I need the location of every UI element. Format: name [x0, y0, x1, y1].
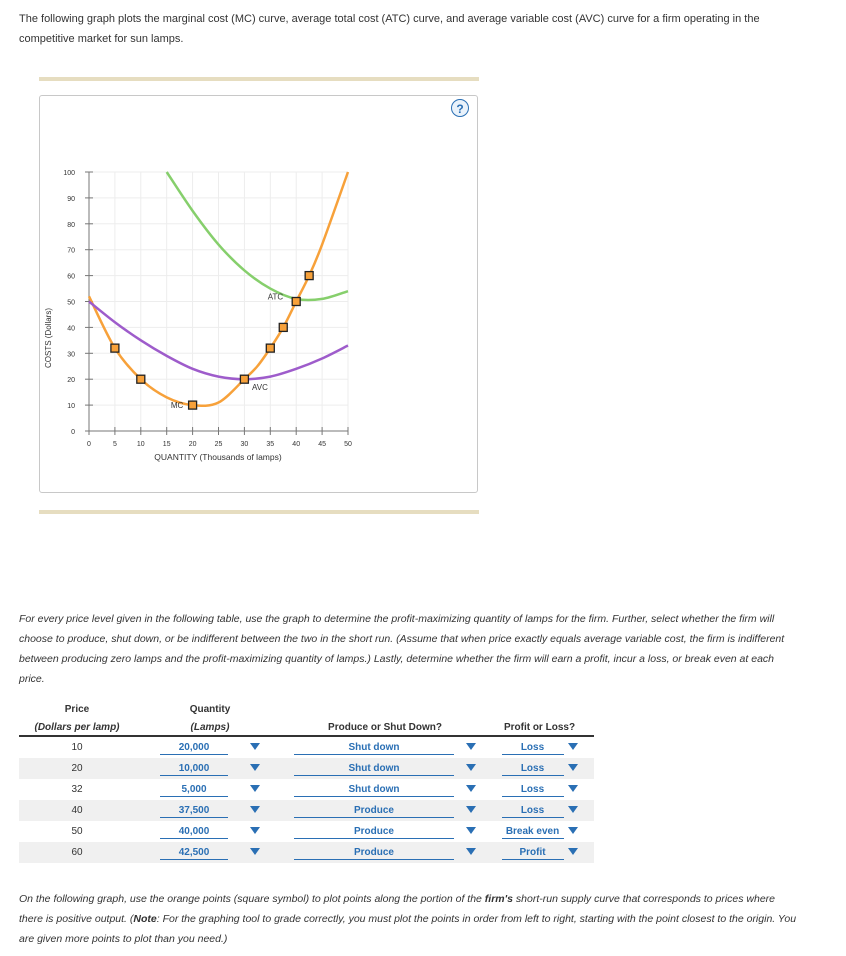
x-tick-label: 50: [344, 441, 352, 448]
price-cell: 32: [71, 784, 83, 795]
price-table: [19, 697, 594, 863]
profit-dropdown[interactable]: [485, 842, 594, 863]
chart-grid: [89, 172, 348, 431]
produce-dropdown[interactable]: [285, 758, 485, 779]
produce-value: Shut down: [294, 783, 454, 797]
dropdown-arrow-icon: [568, 806, 578, 813]
y-tick-label: 100: [63, 170, 75, 177]
dropdown-arrow-icon: [250, 827, 260, 834]
price-subheader: (Dollars per lamp): [19, 715, 135, 736]
graph-instructions-bold: firm's: [484, 893, 513, 905]
table-instructions: For every price level given in the following table, use the graph to determine the profit-maximizing quantity of lamps for the firm. Further, select whether the firm will choose to produce, shut down, or be indifferent between the two in the short run. (Assume that when price exactly equals average variable cost, the firm is indifferent between producing zero lamps and the profit-maximizing quantity of lamps.) Lastly, determine whether the firm will earn a profit, incur a loss, or break even at each price.: [19, 613, 785, 685]
quantity-dropdown[interactable]: [135, 821, 285, 842]
orange-square-point: [111, 344, 119, 352]
y-tick-label: 60: [67, 273, 75, 281]
orange-square-point: [240, 375, 248, 383]
x-tick-label: 5: [112, 441, 117, 448]
dropdown-arrow-icon: [250, 848, 260, 855]
table-row: [19, 800, 594, 821]
produce-header: Produce or Shut Down?: [285, 715, 485, 736]
x-tick-label: 30: [240, 441, 249, 448]
price-cell: 50: [71, 826, 83, 837]
produce-value: Produce: [294, 804, 454, 818]
dropdown-arrow-icon: [568, 848, 578, 855]
produce-value: Produce: [294, 825, 454, 839]
dropdown-arrow-icon: [250, 806, 260, 813]
dropdown-arrow-icon: [466, 848, 476, 855]
y-tick-label: 80: [67, 221, 75, 229]
dropdown-arrow-icon: [568, 785, 578, 792]
orange-square-point: [305, 272, 313, 280]
produce-value: Shut down: [294, 741, 454, 755]
orange-square-point: [279, 323, 287, 331]
quantity-dropdown[interactable]: [135, 842, 285, 863]
table-row: [19, 736, 594, 758]
x-axis-label: QUANTITY (Thousands of lamps): [154, 452, 282, 462]
curve-label-mc: MC: [170, 401, 184, 411]
quantity-value: 42,500: [160, 846, 228, 860]
x-tick-label: 15: [162, 441, 171, 448]
dropdown-arrow-icon: [466, 806, 476, 813]
profit-dropdown[interactable]: [485, 821, 594, 842]
y-tick-label: 20: [67, 377, 75, 385]
x-tick-label: 20: [188, 441, 197, 448]
profit-header: Profit or Loss?: [485, 715, 594, 736]
price-cell: 20: [19, 758, 135, 779]
profit-dropdown[interactable]: [485, 758, 594, 779]
table-row: [19, 842, 594, 863]
table-row: [19, 779, 594, 800]
table-row: [19, 758, 594, 779]
produce-dropdown[interactable]: [285, 779, 485, 800]
y-tick-label: 40: [67, 325, 75, 333]
produce-dropdown[interactable]: [285, 736, 485, 758]
graph-instructions-part2: short-run supply curve that corresponds to prices where there is positive output. (: [19, 893, 776, 925]
price-cell: 60: [19, 842, 135, 863]
dropdown-arrow-icon: [250, 764, 260, 771]
dropdown-arrow-icon: [466, 827, 476, 834]
orange-square-point: [292, 298, 300, 306]
produce-value: Shut down: [294, 762, 454, 776]
quantity-value: 37,500: [160, 804, 228, 818]
price-cell: 10: [71, 742, 83, 753]
profit-dropdown[interactable]: [485, 736, 594, 758]
price-header: Price: [64, 704, 90, 715]
quantity-value: 5,000: [160, 783, 228, 797]
x-tick-label: 0: [87, 441, 91, 448]
dropdown-arrow-icon: [250, 785, 260, 792]
help-button[interactable]: ?: [451, 99, 469, 117]
profit-dropdown[interactable]: [485, 800, 594, 821]
dropdown-arrow-icon: [250, 743, 260, 750]
graph-instructions: [19, 889, 799, 949]
curve-label-atc: ATC: [267, 292, 284, 302]
dropdown-arrow-icon: [568, 764, 578, 771]
x-tick-label: 25: [214, 441, 223, 448]
profit-dropdown[interactable]: [485, 779, 594, 800]
profit-value: Break even: [502, 825, 564, 839]
produce-value: Produce: [294, 846, 454, 860]
x-tick-label: 45: [318, 441, 326, 448]
intro-text: The following graph plots the marginal cost (MC) curve, average total cost (ATC) curve, and average variable cost (AVC) curve for a firm operating in the competitive market for sun lamps.: [19, 13, 760, 45]
quantity-header: Quantity: [189, 704, 231, 715]
quantity-dropdown[interactable]: [135, 736, 285, 758]
produce-dropdown[interactable]: [285, 842, 485, 863]
y-tick-label: 30: [67, 351, 75, 359]
orange-square-point: [189, 401, 197, 409]
y-tick-label: 90: [67, 195, 75, 203]
bottom-divider: [39, 510, 479, 514]
graph-instructions-note: Note: [133, 913, 157, 925]
y-tick-label: 10: [67, 403, 75, 411]
orange-square-point: [137, 375, 145, 383]
quantity-dropdown[interactable]: [135, 758, 285, 779]
y-tick-label: 70: [67, 247, 75, 255]
graph-instructions-part3: : For the graphing tool to grade correctly, you must plot the points in order from left to right, starting with the point closest to the origin. You are given more points to plot than you need.): [19, 913, 797, 945]
dropdown-arrow-icon: [568, 743, 578, 750]
top-divider: [39, 77, 479, 81]
dropdown-arrow-icon: [568, 827, 578, 834]
curve-label-avc: AVC: [252, 382, 268, 392]
y-tick-label: 50: [67, 299, 75, 307]
dropdown-arrow-icon: [466, 785, 476, 792]
y-tick-label: 0: [71, 429, 75, 436]
x-tick-label: 35: [266, 441, 275, 448]
dropdown-arrow-icon: [466, 743, 476, 750]
orange-square-point: [266, 344, 274, 352]
quantity-value: 40,000: [160, 825, 228, 839]
graph-instructions-part1: On the following graph, use the orange points (square symbol) to plot points along the portion of the: [19, 893, 485, 905]
quantity-subheader: (Lamps): [135, 715, 285, 736]
dropdown-arrow-icon: [466, 764, 476, 771]
quantity-dropdown[interactable]: [135, 800, 285, 821]
x-tick-label: 40: [292, 441, 301, 448]
produce-dropdown[interactable]: [285, 821, 485, 842]
profit-value: Profit: [502, 846, 564, 860]
profit-value: Loss: [502, 804, 564, 818]
atc-curve: [167, 172, 348, 300]
quantity-value: 20,000: [160, 741, 228, 755]
profit-value: Loss: [502, 741, 564, 755]
y-axis-label: COSTS (Dollars): [44, 307, 53, 369]
cost-chart[interactable]: [39, 95, 478, 493]
table-row: [19, 821, 594, 842]
x-tick-label: 10: [136, 441, 145, 448]
profit-value: Loss: [502, 762, 564, 776]
produce-dropdown[interactable]: [285, 800, 485, 821]
price-cell: 40: [19, 800, 135, 821]
quantity-value: 10,000: [160, 762, 228, 776]
quantity-dropdown[interactable]: [135, 779, 285, 800]
profit-value: Loss: [502, 783, 564, 797]
